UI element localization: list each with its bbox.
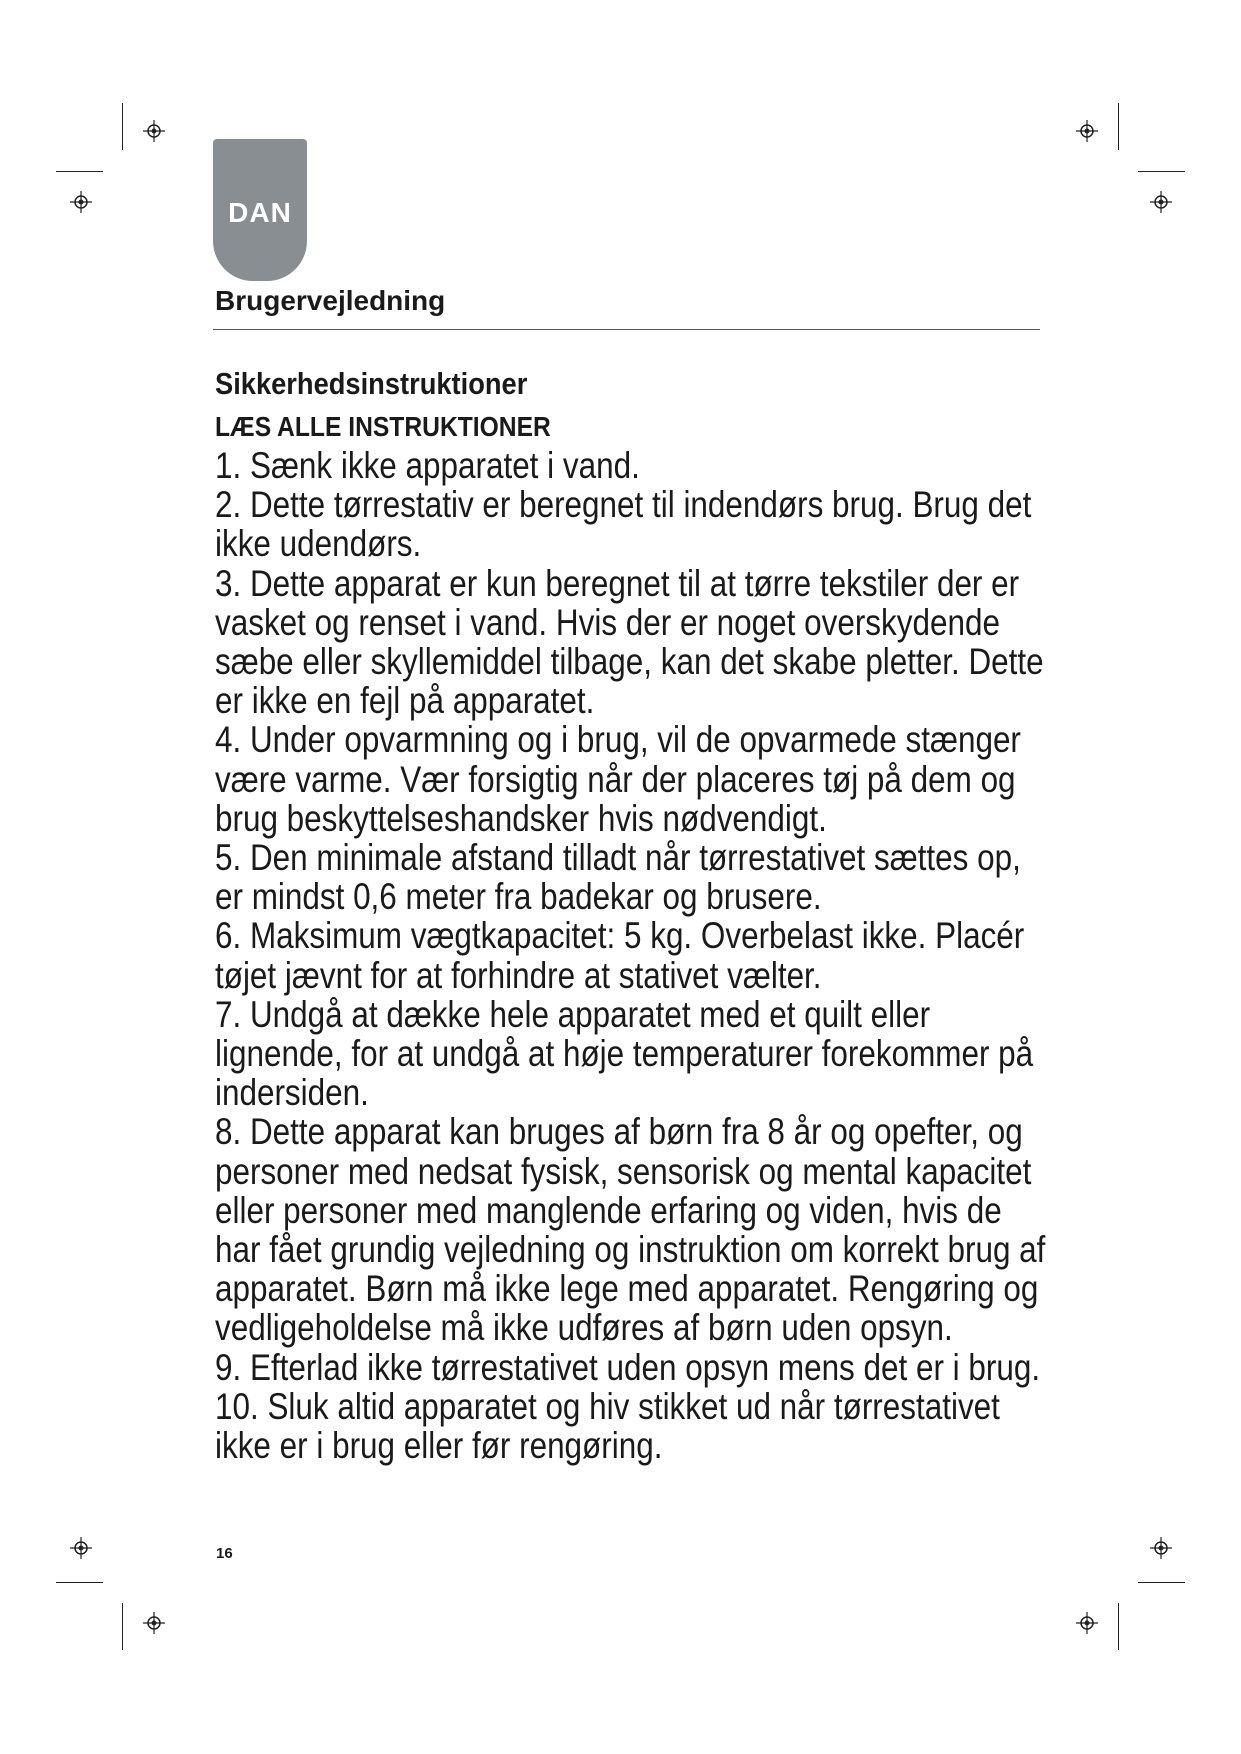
registration-mark-icon bbox=[1150, 1537, 1172, 1559]
registration-mark-icon bbox=[1076, 1612, 1098, 1634]
registration-mark-icon bbox=[70, 1537, 92, 1559]
language-tab-label: DAN bbox=[228, 197, 292, 228]
section-title: Sikkerhedsinstruktioner bbox=[215, 366, 528, 401]
instruction-item: 2. Dette tørrestativ er beregnet til indendørs brug. Brug det ikke udendørs. bbox=[215, 484, 1032, 565]
crop-mark bbox=[1118, 1603, 1119, 1650]
registration-mark-icon bbox=[1150, 191, 1172, 213]
language-tab bbox=[213, 139, 307, 281]
registration-mark-icon bbox=[143, 120, 165, 142]
crop-mark bbox=[1138, 1582, 1185, 1583]
instruction-item: 3. Dette apparat er kun beregnet til at tørre tekstiler der er vasket og renset i vand. Hvis der er noget overskydende sæbe eller skyllemiddel tilbage, kan det skabe pletter. Dette er ikke en fejl på apparatet. bbox=[215, 562, 1044, 722]
crop-mark bbox=[122, 1603, 123, 1650]
section-subtitle: LÆS ALLE INSTRUKTIONER bbox=[215, 411, 551, 442]
crop-mark bbox=[1118, 103, 1119, 150]
crop-mark bbox=[1138, 171, 1185, 172]
instruction-item: 8. Dette apparat kan bruges af børn fra 8 år og opefter, og personer med nedsat fysisk, sensorisk og mental kapacitet eller personer med manglende erfaring og viden, hvis de har fået grundig vejledning og instruktion om korrekt brug af apparatet. Børn må ikke lege med apparatet. Rengøring og vedligeholdelse må ikke udføres af børn uden opsyn. bbox=[215, 1111, 1046, 1349]
registration-mark-icon bbox=[70, 191, 92, 213]
instruction-item: 6. Maksimum vægtkapacitet: 5 kg. Overbelast ikke. Placér tøjet jævnt for at forhindre at stativet vælter. bbox=[215, 915, 1025, 996]
crop-mark bbox=[122, 103, 123, 150]
divider bbox=[213, 329, 1040, 330]
instruction-item: 4. Under opvarmning og i brug, vil de opvarmede stænger være varme. Vær forsigtig når der placeres tøj på dem og brug beskyttelseshandsker hvis nødvendigt. bbox=[215, 719, 1021, 839]
registration-mark-icon bbox=[1076, 120, 1098, 142]
page-title: Brugervejledning bbox=[215, 285, 446, 316]
instruction-item: 5. Den minimale afstand tilladt når tørrestativet sættes op, er mindst 0,6 meter fra badekar og brusere. bbox=[215, 837, 1021, 918]
instruction-item: 9. Efterlad ikke tørrestativet uden opsyn mens det er i brug. bbox=[215, 1346, 1041, 1388]
page-number: 16 bbox=[216, 1545, 233, 1562]
instruction-item: 7. Undgå at dække hele apparatet med et quilt eller lignende, for at undgå at høje temperaturer forekommer på indersiden. bbox=[215, 993, 1034, 1114]
crop-mark bbox=[56, 171, 103, 172]
instruction-item: 1. Sænk ikke apparatet i vand. bbox=[215, 445, 640, 486]
instruction-list bbox=[215, 446, 1048, 1465]
crop-mark bbox=[56, 1582, 103, 1583]
instruction-item: 10. Sluk altid apparatet og hiv stikket ud når tørrestativet ikke er i brug eller før rengøring. bbox=[215, 1385, 1000, 1467]
registration-mark-icon bbox=[143, 1612, 165, 1634]
